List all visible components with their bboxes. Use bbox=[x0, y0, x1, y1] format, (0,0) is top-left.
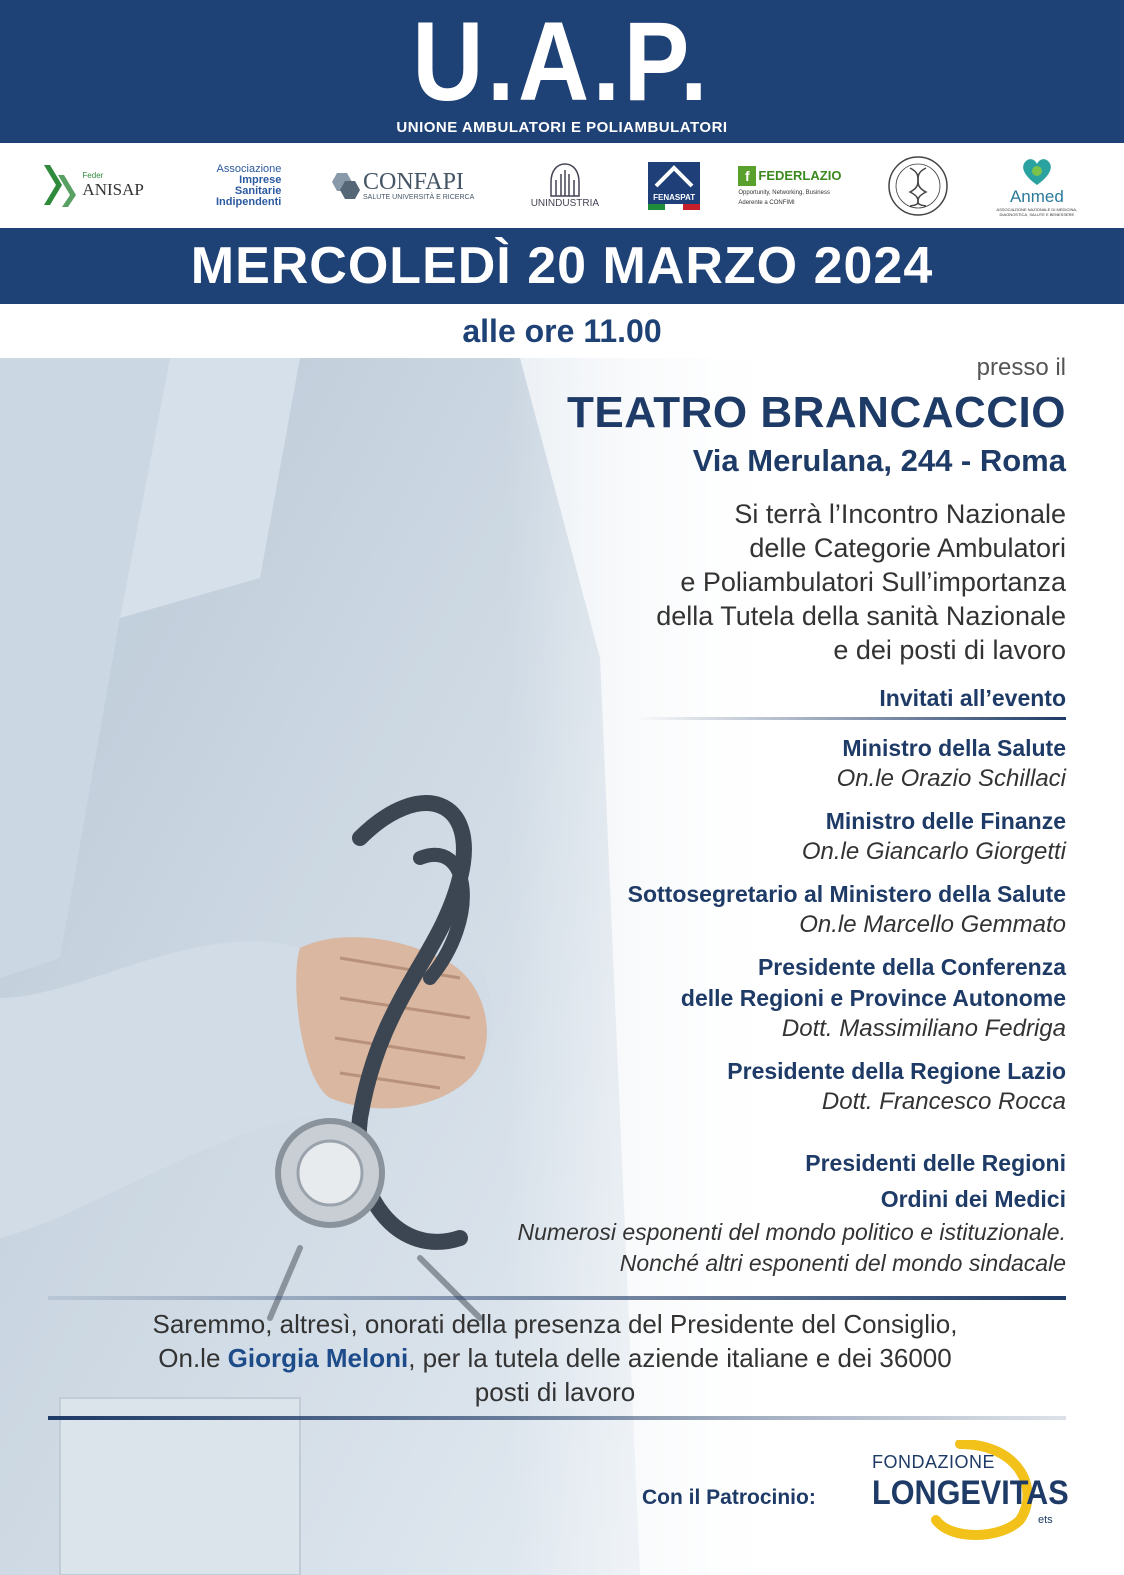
federlazio-main: FEDERLAZIO bbox=[758, 168, 842, 183]
highlighted-name: Giorgia Meloni bbox=[227, 1343, 409, 1373]
fenaspat-box bbox=[648, 162, 700, 210]
longevitas-main: LONGEVITAS bbox=[872, 1474, 1069, 1512]
aisi-line: Imprese bbox=[239, 173, 282, 186]
anisap-mark-icon bbox=[40, 161, 80, 211]
guest-item bbox=[306, 1056, 1066, 1117]
patronage-label: Con il Patrocinio: bbox=[642, 1486, 816, 1509]
guest-item bbox=[306, 879, 1066, 940]
guest-name: Dott. Francesco Rocca bbox=[821, 1088, 1066, 1115]
venue-address: Via Merulana, 244 - Roma bbox=[692, 443, 1066, 478]
event-description bbox=[446, 497, 1066, 667]
anmed-small: ASSOCIAZIONE NAZIONALE DI MEDICINA, DIAGNOSTICA, SALUTE E BENESSERE bbox=[996, 206, 1078, 217]
fenaspat-main: FENASPAT bbox=[653, 192, 696, 202]
aisi-line: Indipendenti bbox=[215, 195, 282, 208]
unindustria-logo bbox=[520, 154, 610, 218]
guest-name: On.le Orazio Schillaci bbox=[836, 765, 1066, 792]
divider bbox=[48, 1416, 1066, 1420]
aisi-logo bbox=[181, 154, 281, 218]
federlazio-tagline: Opportunity, Networking, Business bbox=[738, 189, 830, 196]
unindustria-main: UNINDUSTRIA bbox=[530, 198, 600, 209]
extra-note: Numerosi esponenti del mondo politico e istituzionale. bbox=[517, 1219, 1066, 1245]
description-line: delle Categorie Ambulatori bbox=[749, 533, 1066, 563]
federlazio-f-icon: f bbox=[738, 166, 756, 186]
longevitas-suffix: ets bbox=[1038, 1514, 1053, 1526]
closing-line: posti di lavoro bbox=[474, 1377, 636, 1407]
extra-role: Ordini dei Medici bbox=[880, 1186, 1066, 1212]
anisap-main: ANISAP bbox=[82, 180, 144, 199]
federlazio-logo bbox=[738, 154, 848, 218]
venue-name: TEATRO BRANCACCIO bbox=[567, 388, 1066, 437]
closing-paragraph bbox=[40, 1307, 1070, 1409]
guest-item bbox=[306, 952, 1066, 1044]
guest-list bbox=[306, 733, 1066, 1129]
guest-item bbox=[306, 806, 1066, 867]
closing-line: Saremmo, altresì, onorati della presenza del Presidente del Consiglio, bbox=[152, 1309, 958, 1339]
event-date: MERCOLEDÌ 20 MARZO 2024 bbox=[0, 228, 1124, 304]
uap-title: U.A.P. bbox=[412, 0, 712, 124]
fenaspat-logo bbox=[644, 154, 704, 218]
guest-role: Sottosegretario al Ministero della Salute bbox=[627, 881, 1066, 907]
confapi-hex-icon bbox=[327, 171, 363, 201]
anisap-logo bbox=[37, 154, 147, 218]
confapi-main: CONFAPI bbox=[363, 169, 464, 195]
header-banner bbox=[0, 0, 1124, 143]
anmed-logo bbox=[987, 154, 1087, 218]
confapi-logo bbox=[316, 154, 486, 218]
uap-subtitle: UNIONE AMBULATORI E POLIAMBULATORI bbox=[396, 119, 728, 136]
partner-logos-row bbox=[0, 143, 1124, 228]
closing-line bbox=[40, 1341, 1070, 1375]
event-time: alle ore 11.00 bbox=[0, 304, 1124, 358]
closing-suffix: , per la tutela delle aziende italiane e dei 36000 bbox=[408, 1343, 952, 1373]
extra-note: Nonché altri esponenti del mondo sindacale bbox=[619, 1250, 1066, 1276]
description-line: della Tutela della sanità Nazionale bbox=[656, 601, 1066, 631]
guest-role: Ministro delle Finanze bbox=[825, 808, 1066, 834]
guest-name: On.le Marcello Gemmato bbox=[799, 911, 1066, 938]
anmed-main: Anmed bbox=[1009, 186, 1064, 206]
closing-prefix: On.le bbox=[158, 1343, 228, 1373]
aisi-line: Sanitarie bbox=[234, 184, 282, 197]
guest-role: Presidente della Conferenza bbox=[757, 954, 1066, 980]
guest-role: Ministro della Salute bbox=[842, 735, 1066, 761]
aisi-line: Associazione bbox=[216, 162, 282, 175]
invited-heading: Invitati all’evento bbox=[879, 685, 1066, 711]
guest-name: On.le Giancarlo Giorgetti bbox=[801, 838, 1066, 865]
anisap-small: Feder bbox=[82, 171, 104, 180]
federlazio-small: Aderente a CONFIMI bbox=[738, 199, 795, 206]
longevitas-top: FONDAZIONE bbox=[872, 1452, 996, 1472]
divider bbox=[48, 1296, 1066, 1300]
anmed-heart-icon bbox=[1019, 155, 1055, 187]
additional-invitees bbox=[518, 1145, 1066, 1279]
federbiologi-seal bbox=[883, 154, 953, 218]
dna-seal-icon bbox=[886, 154, 950, 218]
description-line: e dei posti di lavoro bbox=[833, 635, 1066, 665]
extra-role: Presidenti delle Regioni bbox=[805, 1150, 1066, 1176]
italian-flag-stripe bbox=[648, 204, 700, 210]
confapi-small: SALUTE UNIVERSITÀ E RICERCA bbox=[363, 194, 475, 201]
description-line: e Poliambulatori Sull’importanza bbox=[680, 567, 1066, 597]
guest-role: Presidente della Regione Lazio bbox=[727, 1058, 1066, 1084]
fenaspat-arrow-icon bbox=[648, 162, 700, 196]
unindustria-mark-icon bbox=[548, 162, 582, 198]
description-line: Si terrà l’Incontro Nazionale bbox=[734, 499, 1066, 529]
divider bbox=[636, 717, 1066, 720]
presso-label: presso il bbox=[976, 354, 1066, 381]
guest-item bbox=[306, 733, 1066, 794]
longevitas-logo bbox=[870, 1440, 1069, 1540]
guest-role: delle Regioni e Province Autonome bbox=[680, 985, 1066, 1011]
guest-name: Dott. Massimiliano Fedriga bbox=[781, 1015, 1066, 1042]
